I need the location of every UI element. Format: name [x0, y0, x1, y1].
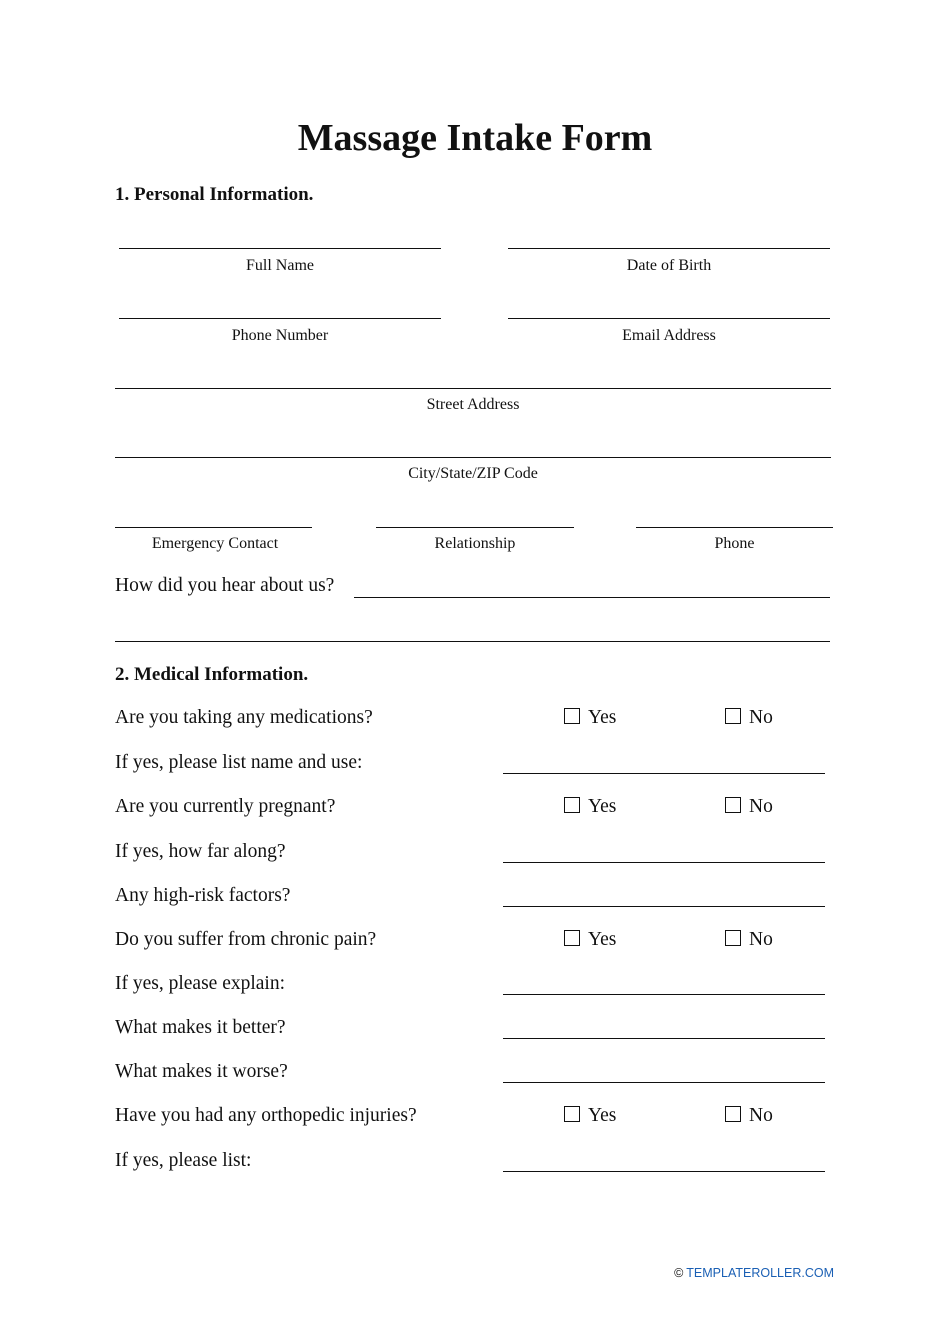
checkbox-icon [564, 1106, 580, 1122]
question-explain: If yes, please explain: [115, 973, 286, 994]
checkbox-icon [725, 797, 741, 813]
injury-list-field[interactable] [503, 1171, 825, 1172]
no-label: No [749, 796, 773, 817]
checkbox-icon [725, 930, 741, 946]
yes-label: Yes [588, 707, 617, 728]
question-worse: What makes it worse? [115, 1061, 288, 1082]
question-pregnant: Are you currently pregnant? [115, 796, 336, 817]
question-how-far-along: If yes, how far along? [115, 841, 286, 862]
section-heading-personal: 1. Personal Information. [115, 184, 314, 205]
emergency-contact-field[interactable] [115, 527, 312, 528]
hear-about-label: How did you hear about us? [115, 575, 335, 596]
worse-field[interactable] [503, 1082, 825, 1083]
no-label: No [749, 929, 773, 950]
email-address-label: Email Address [622, 327, 716, 344]
full-name-field[interactable] [119, 248, 441, 249]
emergency-phone-label: Phone [714, 535, 755, 552]
how-far-along-field[interactable] [503, 862, 825, 863]
question-orthopedic: Have you had any orthopedic injuries? [115, 1105, 417, 1126]
yes-label: Yes [588, 1105, 617, 1126]
question-medications: Are you taking any medications? [115, 707, 373, 728]
emergency-phone-field[interactable] [636, 527, 833, 528]
phone-number-field[interactable] [119, 318, 441, 319]
yes-label: Yes [588, 929, 617, 950]
section-heading-medical: 2. Medical Information. [115, 664, 309, 685]
medication-list-field[interactable] [503, 773, 825, 774]
relationship-field[interactable] [376, 527, 574, 528]
question-high-risk: Any high-risk factors? [115, 885, 291, 906]
street-address-field[interactable] [115, 388, 831, 389]
checkbox-icon [564, 708, 580, 724]
footer-brand[interactable] [674, 1266, 834, 1280]
checkbox-icon [564, 797, 580, 813]
checkbox-icon [564, 930, 580, 946]
yes-label: Yes [588, 796, 617, 817]
orthopedic-no-checkbox[interactable] [725, 1105, 773, 1127]
city-state-zip-field[interactable] [115, 457, 831, 458]
orthopedic-yes-checkbox[interactable] [564, 1105, 616, 1127]
question-medication-list: If yes, please list name and use: [115, 752, 363, 773]
checkbox-icon [725, 708, 741, 724]
date-of-birth-field[interactable] [508, 248, 830, 249]
pregnant-yes-checkbox[interactable] [564, 796, 616, 818]
medications-no-checkbox[interactable] [725, 707, 773, 729]
relationship-label: Relationship [434, 535, 516, 552]
high-risk-field[interactable] [503, 906, 825, 907]
chronic-pain-yes-checkbox[interactable] [564, 929, 616, 951]
brand-link[interactable]: TEMPLATEROLLER.COM [686, 1266, 834, 1280]
page-title: Massage Intake Form [297, 117, 653, 159]
copyright-symbol: © [674, 1266, 684, 1280]
hear-about-field[interactable] [354, 597, 830, 598]
phone-number-label: Phone Number [231, 327, 329, 344]
emergency-contact-label: Emergency Contact [151, 535, 279, 552]
hear-about-field-line-2[interactable] [115, 641, 830, 642]
question-better: What makes it better? [115, 1017, 286, 1038]
full-name-label: Full Name [246, 257, 314, 274]
question-chronic-pain: Do you suffer from chronic pain? [115, 929, 377, 950]
question-injury-list: If yes, please list: [115, 1150, 252, 1171]
better-field[interactable] [503, 1038, 825, 1039]
explain-field[interactable] [503, 994, 825, 995]
date-of-birth-label: Date of Birth [626, 257, 712, 274]
no-label: No [749, 707, 773, 728]
city-state-zip-label: City/State/ZIP Code [408, 465, 538, 482]
email-address-field[interactable] [508, 318, 830, 319]
checkbox-icon [725, 1106, 741, 1122]
street-address-label: Street Address [426, 396, 520, 413]
no-label: No [749, 1105, 773, 1126]
medications-yes-checkbox[interactable] [564, 707, 616, 729]
pregnant-no-checkbox[interactable] [725, 796, 773, 818]
chronic-pain-no-checkbox[interactable] [725, 929, 773, 951]
